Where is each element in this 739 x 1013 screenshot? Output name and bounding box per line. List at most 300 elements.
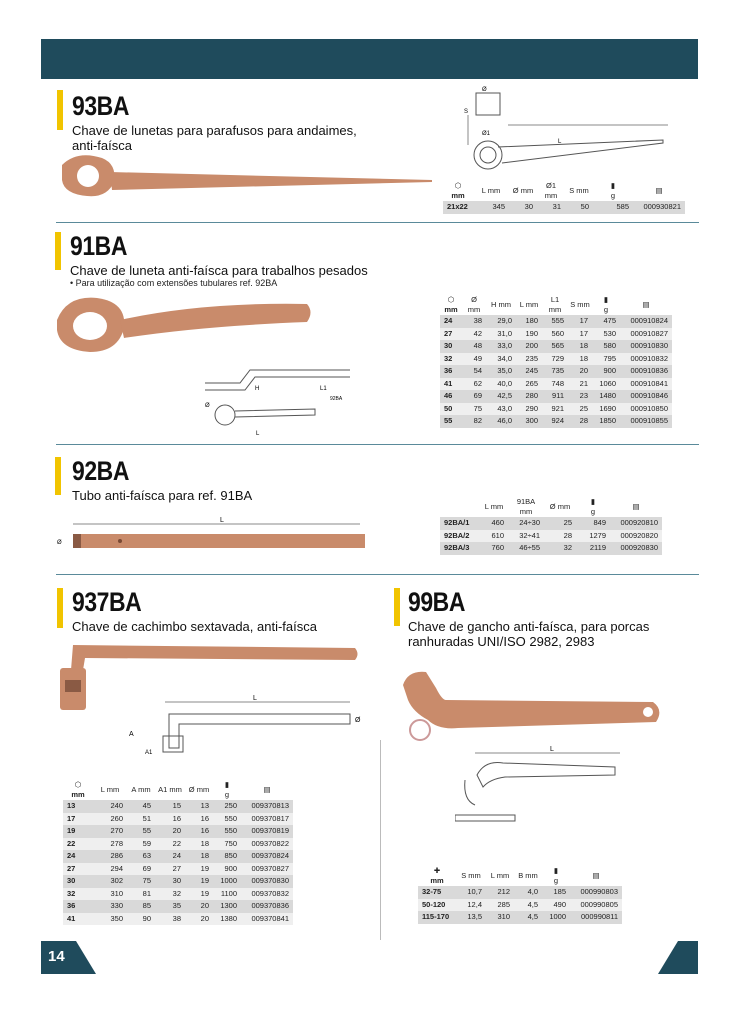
table-row bbox=[440, 415, 672, 428]
cell: 1480 bbox=[592, 390, 620, 403]
table-row bbox=[63, 900, 293, 913]
cell: 729 bbox=[542, 353, 568, 366]
cell: 240 bbox=[93, 800, 127, 813]
barcode-icon: ▤ bbox=[655, 186, 663, 195]
cell: 16 bbox=[155, 813, 185, 826]
cell: 555 bbox=[542, 315, 568, 328]
cell: 46 bbox=[440, 390, 462, 403]
th-93-d1: Ø1 mm bbox=[544, 181, 558, 200]
cell: 40,0 bbox=[486, 378, 516, 391]
cell: 009370830 bbox=[241, 875, 293, 888]
cell: 55 bbox=[127, 825, 155, 838]
cell: 000910836 bbox=[620, 365, 672, 378]
product-title-99ba: Chave de gancho anti-faísca, para porcas ranhuradas UNI/ISO 2982, 2983 bbox=[408, 619, 650, 649]
cell: 41 bbox=[440, 378, 462, 391]
cell: 34,0 bbox=[486, 353, 516, 366]
cell: 250 bbox=[213, 800, 241, 813]
diagram-91ba bbox=[200, 345, 360, 440]
cell: 92BA/1 bbox=[440, 517, 480, 530]
cell: 13 bbox=[63, 800, 93, 813]
cell: 30 bbox=[509, 201, 537, 214]
cell: 32 bbox=[155, 888, 185, 901]
table-row bbox=[443, 201, 685, 214]
product-title-93ba: Chave de lunetas para parafusos para andaimes, anti-faísca bbox=[72, 123, 357, 153]
cell: 009370817 bbox=[241, 813, 293, 826]
cell: 000910846 bbox=[620, 390, 672, 403]
cell: 19 bbox=[185, 875, 213, 888]
svg-text:Ø: Ø bbox=[482, 87, 487, 93]
svg-text:L1: L1 bbox=[320, 386, 327, 392]
th-92-d: Ø mm bbox=[549, 502, 571, 511]
page-number: 14 bbox=[48, 948, 65, 965]
cell: 50 bbox=[565, 201, 593, 214]
svg-text:Ø: Ø bbox=[205, 403, 210, 409]
hex-icon: ⬡ bbox=[454, 181, 462, 190]
cell: 530 bbox=[592, 328, 620, 341]
cell: 35 bbox=[155, 900, 185, 913]
cell: 24÷30 bbox=[508, 517, 544, 530]
spec-table-99ba bbox=[418, 866, 622, 924]
cell: 760 bbox=[480, 542, 508, 555]
th-92-code bbox=[610, 497, 662, 517]
cell: 1060 bbox=[592, 378, 620, 391]
product-code-99ba: 99BA bbox=[408, 587, 465, 617]
table-row bbox=[63, 875, 293, 888]
cell: 310 bbox=[486, 911, 514, 924]
th-99-code bbox=[570, 866, 622, 886]
cell: 75 bbox=[462, 403, 486, 416]
cell: 345 bbox=[473, 201, 509, 214]
cell: 1000 bbox=[542, 911, 570, 924]
cell: 32-75 bbox=[418, 886, 456, 899]
cell: 000910824 bbox=[620, 315, 672, 328]
svg-text:L: L bbox=[253, 695, 257, 702]
cell: 18 bbox=[568, 353, 592, 366]
cell: 82 bbox=[462, 415, 486, 428]
cell: 20 bbox=[568, 365, 592, 378]
cell: 28 bbox=[568, 415, 592, 428]
cell: 20 bbox=[155, 825, 185, 838]
accent-bar-91ba bbox=[55, 232, 61, 270]
cell: 294 bbox=[93, 863, 127, 876]
svg-text:L: L bbox=[558, 139, 562, 145]
cell: 560 bbox=[542, 328, 568, 341]
cell: 924 bbox=[542, 415, 568, 428]
cell: 000910827 bbox=[620, 328, 672, 341]
barcode-icon: ▤ bbox=[632, 502, 640, 511]
svg-text:S: S bbox=[464, 109, 469, 115]
svg-text:A1: A1 bbox=[145, 750, 153, 756]
cell: 000930821 bbox=[633, 201, 685, 214]
cell: 911 bbox=[542, 390, 568, 403]
cell: 46,0 bbox=[486, 415, 516, 428]
svg-text:Ø: Ø bbox=[355, 717, 361, 724]
cell: 302 bbox=[93, 875, 127, 888]
diagram-937ba bbox=[125, 688, 365, 760]
cell: 550 bbox=[213, 825, 241, 838]
cell: 46÷55 bbox=[508, 542, 544, 555]
cell: 32 bbox=[440, 353, 462, 366]
th-92-g: ▮ g bbox=[576, 497, 610, 517]
th-91-s: S mm bbox=[570, 300, 590, 309]
th-91-g: ▮ g bbox=[592, 295, 620, 315]
table-row bbox=[440, 365, 672, 378]
cell: 24 bbox=[155, 850, 185, 863]
th-93-g: ▮ g bbox=[593, 181, 633, 201]
cell: 000990805 bbox=[570, 899, 622, 912]
cell: 4,0 bbox=[514, 886, 542, 899]
th-99-b: B mm bbox=[518, 871, 538, 880]
cell: 2119 bbox=[576, 542, 610, 555]
cell: 000990811 bbox=[570, 911, 622, 924]
product-code-91ba: 91BA bbox=[70, 231, 127, 261]
accent-bar-93ba bbox=[57, 90, 63, 130]
spec-table-93ba bbox=[443, 181, 685, 214]
th-937-a: A mm bbox=[131, 785, 151, 794]
section-99ba bbox=[408, 589, 688, 649]
cell: 20 bbox=[185, 900, 213, 913]
cell: 24 bbox=[63, 850, 93, 863]
cell: 51 bbox=[127, 813, 155, 826]
cell: 1100 bbox=[213, 888, 241, 901]
spec-table-937ba bbox=[63, 780, 293, 925]
cell: 009370832 bbox=[241, 888, 293, 901]
th-99-g: ▮ g bbox=[542, 866, 570, 886]
cell: 41 bbox=[63, 913, 93, 926]
weight-icon: ▮ bbox=[603, 295, 609, 304]
divider bbox=[56, 574, 699, 575]
cell: 28 bbox=[544, 530, 576, 543]
cell: 42,5 bbox=[486, 390, 516, 403]
cell: 310 bbox=[93, 888, 127, 901]
cell: 13,5 bbox=[456, 911, 486, 924]
table-row bbox=[440, 530, 662, 543]
cell: 17 bbox=[568, 328, 592, 341]
product-note-91ba: • Para utilização com extensões tubulares ref. 92BA bbox=[70, 278, 278, 288]
cell: 50 bbox=[440, 403, 462, 416]
barcode-icon: ▤ bbox=[642, 300, 650, 309]
cell: 16 bbox=[185, 813, 213, 826]
cell: 280 bbox=[516, 390, 542, 403]
cell: 000910830 bbox=[620, 340, 672, 353]
weight-icon: ▮ bbox=[590, 497, 596, 506]
cell: 31 bbox=[537, 201, 565, 214]
cell: 32 bbox=[544, 542, 576, 555]
th-93-d: Ø mm bbox=[512, 186, 534, 195]
cell: 25 bbox=[544, 517, 576, 530]
section-91ba bbox=[70, 233, 368, 288]
cell: 27 bbox=[440, 328, 462, 341]
cell: 21x22 bbox=[443, 201, 473, 214]
cell: 17 bbox=[568, 315, 592, 328]
table-row bbox=[63, 813, 293, 826]
product-code-92ba: 92BA bbox=[72, 456, 129, 486]
weight-icon: ▮ bbox=[553, 866, 559, 875]
cell: 849 bbox=[576, 517, 610, 530]
cell: 33,0 bbox=[486, 340, 516, 353]
table-row bbox=[440, 517, 662, 530]
cell: 009370813 bbox=[241, 800, 293, 813]
table-row bbox=[63, 863, 293, 876]
wrench-photo-93ba bbox=[52, 150, 437, 205]
table-row bbox=[440, 403, 672, 416]
cell: 212 bbox=[486, 886, 514, 899]
cell: 10,7 bbox=[456, 886, 486, 899]
cell: 000910855 bbox=[620, 415, 672, 428]
weight-icon: ▮ bbox=[610, 181, 616, 190]
cell: 54 bbox=[462, 365, 486, 378]
cell: 735 bbox=[542, 365, 568, 378]
column-divider bbox=[380, 740, 381, 940]
cell: 460 bbox=[480, 517, 508, 530]
cell: 19 bbox=[185, 888, 213, 901]
cell: 42 bbox=[462, 328, 486, 341]
cell: 25 bbox=[568, 403, 592, 416]
table-row bbox=[63, 913, 293, 926]
barcode-icon: ▤ bbox=[592, 871, 600, 880]
th-91-h: H mm bbox=[491, 300, 511, 309]
svg-text:L: L bbox=[550, 746, 554, 753]
cell: 565 bbox=[542, 340, 568, 353]
cell: 24 bbox=[440, 315, 462, 328]
th-93-code bbox=[633, 181, 685, 201]
cell: 180 bbox=[516, 315, 542, 328]
th-93-size: ⬡ mm bbox=[443, 181, 473, 201]
cell: 18 bbox=[568, 340, 592, 353]
svg-text:A: A bbox=[129, 731, 134, 738]
product-title-92ba: Tubo anti-faísca para ref. 91BA bbox=[72, 488, 253, 503]
table-row bbox=[63, 800, 293, 813]
corner-tab bbox=[658, 941, 698, 974]
cell: 000910850 bbox=[620, 403, 672, 416]
nut-icon: ✚ bbox=[433, 866, 441, 875]
cell: 000920820 bbox=[610, 530, 662, 543]
cell: 009370819 bbox=[241, 825, 293, 838]
table-row bbox=[63, 825, 293, 838]
table-row bbox=[418, 911, 622, 924]
hex-icon: ⬡ bbox=[447, 295, 455, 304]
cell: 30 bbox=[63, 875, 93, 888]
cell: 200 bbox=[516, 340, 542, 353]
wrench-photo-99ba bbox=[398, 660, 668, 750]
cell: 92BA/2 bbox=[440, 530, 480, 543]
cell: 000990803 bbox=[570, 886, 622, 899]
cell: 36 bbox=[440, 365, 462, 378]
cell: 85 bbox=[127, 900, 155, 913]
cell: 260 bbox=[93, 813, 127, 826]
cell: 81 bbox=[127, 888, 155, 901]
cell: 13 bbox=[185, 800, 213, 813]
cell: 475 bbox=[592, 315, 620, 328]
cell: 12,4 bbox=[456, 899, 486, 912]
cell: 19 bbox=[63, 825, 93, 838]
th-93-s: S mm bbox=[569, 186, 589, 195]
spec-table-92ba bbox=[440, 497, 662, 555]
table-row bbox=[440, 542, 662, 555]
diagram-99ba bbox=[455, 745, 625, 830]
table-row bbox=[440, 390, 672, 403]
cell: 35,0 bbox=[486, 365, 516, 378]
th-99-s: S mm bbox=[461, 871, 481, 880]
cell: 29,0 bbox=[486, 315, 516, 328]
cell: 009370841 bbox=[241, 913, 293, 926]
th-92-91ba: 91BA mm bbox=[516, 497, 536, 516]
cell: 1850 bbox=[592, 415, 620, 428]
svg-text:92BA: 92BA bbox=[330, 396, 343, 402]
cell: 45 bbox=[127, 800, 155, 813]
table-row bbox=[440, 315, 672, 328]
th-937-g: ▮ g bbox=[213, 780, 241, 800]
cell: 850 bbox=[213, 850, 241, 863]
divider bbox=[56, 222, 699, 223]
th-937-a1: A1 mm bbox=[158, 785, 182, 794]
th-91-code bbox=[620, 295, 672, 315]
cell: 285 bbox=[486, 899, 514, 912]
cell: 59 bbox=[127, 838, 155, 851]
cell: 1690 bbox=[592, 403, 620, 416]
cell: 350 bbox=[93, 913, 127, 926]
svg-text:L: L bbox=[256, 431, 260, 437]
section-93ba bbox=[72, 93, 372, 153]
cell: 4,5 bbox=[514, 911, 542, 924]
cell: 009370827 bbox=[241, 863, 293, 876]
th-99-l: L mm bbox=[490, 871, 510, 880]
th-91-d: Ø mm bbox=[467, 295, 481, 314]
th-92-ref bbox=[440, 497, 480, 517]
th-91-l: L mm bbox=[519, 300, 539, 309]
cell: 900 bbox=[213, 863, 241, 876]
cell: 115-170 bbox=[418, 911, 456, 924]
cell: 55 bbox=[440, 415, 462, 428]
cell: 27 bbox=[155, 863, 185, 876]
section-937ba bbox=[72, 589, 317, 634]
cell: 18 bbox=[185, 838, 213, 851]
cell: 278 bbox=[93, 838, 127, 851]
cell: 38 bbox=[155, 913, 185, 926]
accent-bar-99ba bbox=[394, 588, 400, 626]
cell: 49 bbox=[462, 353, 486, 366]
cell: 795 bbox=[592, 353, 620, 366]
cell: 750 bbox=[213, 838, 241, 851]
cell: 4,5 bbox=[514, 899, 542, 912]
cell: 48 bbox=[462, 340, 486, 353]
product-title-937ba: Chave de cachimbo sextavada, anti-faísca bbox=[72, 619, 317, 634]
cell: 92BA/3 bbox=[440, 542, 480, 555]
accent-bar-92ba bbox=[55, 457, 61, 495]
th-937-size: ⬡ mm bbox=[63, 780, 93, 800]
accent-bar-937ba bbox=[57, 588, 63, 628]
cell: 50-120 bbox=[418, 899, 456, 912]
cell: 1380 bbox=[213, 913, 241, 926]
header-band bbox=[41, 39, 698, 79]
product-code-937ba: 937BA bbox=[72, 587, 142, 617]
cell: 1000 bbox=[213, 875, 241, 888]
cell: 36 bbox=[63, 900, 93, 913]
table-row bbox=[418, 899, 622, 912]
table-row bbox=[440, 340, 672, 353]
table-row bbox=[63, 838, 293, 851]
cell: 748 bbox=[542, 378, 568, 391]
cell: 31,0 bbox=[486, 328, 516, 341]
cell: 585 bbox=[593, 201, 633, 214]
cell: 009370824 bbox=[241, 850, 293, 863]
cell: 190 bbox=[516, 328, 542, 341]
cell: 69 bbox=[127, 863, 155, 876]
cell: 550 bbox=[213, 813, 241, 826]
cell: 245 bbox=[516, 365, 542, 378]
table-row bbox=[440, 353, 672, 366]
svg-text:Ø1: Ø1 bbox=[482, 131, 491, 137]
cell: 90 bbox=[127, 913, 155, 926]
th-99-size: ✚ mm bbox=[418, 866, 456, 886]
cell: 921 bbox=[542, 403, 568, 416]
cell: 21 bbox=[568, 378, 592, 391]
cell: 43,0 bbox=[486, 403, 516, 416]
product-code-93ba: 93BA bbox=[72, 91, 129, 121]
cell: 300 bbox=[516, 415, 542, 428]
cell: 490 bbox=[542, 899, 570, 912]
th-92-l: L mm bbox=[484, 502, 504, 511]
cell: 000920810 bbox=[610, 517, 662, 530]
weight-icon: ▮ bbox=[224, 780, 230, 789]
cell: 009370822 bbox=[241, 838, 293, 851]
svg-text:H: H bbox=[255, 386, 260, 392]
cell: 330 bbox=[93, 900, 127, 913]
cell: 17 bbox=[63, 813, 93, 826]
cell: 000920830 bbox=[610, 542, 662, 555]
cell: 900 bbox=[592, 365, 620, 378]
cell: 18 bbox=[185, 850, 213, 863]
cell: 22 bbox=[155, 838, 185, 851]
cell: 286 bbox=[93, 850, 127, 863]
cell: 30 bbox=[155, 875, 185, 888]
cell: 63 bbox=[127, 850, 155, 863]
table-row bbox=[63, 888, 293, 901]
cell: 38 bbox=[462, 315, 486, 328]
cell: 290 bbox=[516, 403, 542, 416]
table-row bbox=[418, 886, 622, 899]
cell: 69 bbox=[462, 390, 486, 403]
cell: 32÷41 bbox=[508, 530, 544, 543]
cell: 32 bbox=[63, 888, 93, 901]
cell: 000910841 bbox=[620, 378, 672, 391]
cell: 1300 bbox=[213, 900, 241, 913]
cell: 235 bbox=[516, 353, 542, 366]
cell: 30 bbox=[440, 340, 462, 353]
cell: 16 bbox=[185, 825, 213, 838]
cell: 75 bbox=[127, 875, 155, 888]
th-91-l1: L1 mm bbox=[548, 295, 562, 314]
cell: 265 bbox=[516, 378, 542, 391]
cell: 610 bbox=[480, 530, 508, 543]
cell: 27 bbox=[63, 863, 93, 876]
th-937-code bbox=[241, 780, 293, 800]
cell: 185 bbox=[542, 886, 570, 899]
svg-text:L: L bbox=[220, 517, 224, 524]
th-93-l: L mm bbox=[481, 186, 501, 195]
cell: 20 bbox=[185, 913, 213, 926]
th-937-l: L mm bbox=[100, 785, 120, 794]
product-title-91ba: Chave de luneta anti-faísca para trabalhos pesados bbox=[70, 263, 368, 278]
cell: 19 bbox=[185, 863, 213, 876]
cell: 15 bbox=[155, 800, 185, 813]
cell: 22 bbox=[63, 838, 93, 851]
cell: 62 bbox=[462, 378, 486, 391]
diagram-93ba bbox=[458, 85, 678, 175]
cell: 23 bbox=[568, 390, 592, 403]
table-row bbox=[440, 328, 672, 341]
cell: 270 bbox=[93, 825, 127, 838]
